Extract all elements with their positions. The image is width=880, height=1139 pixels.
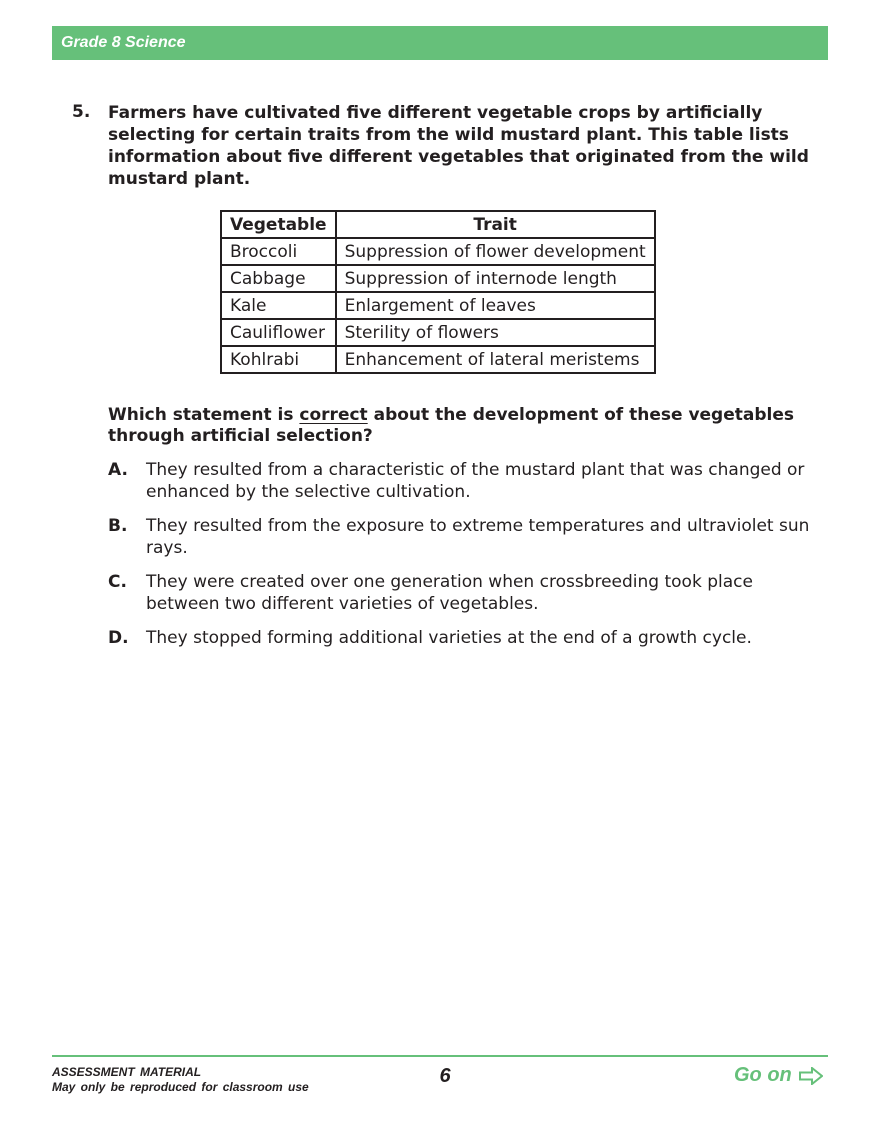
column-header-trait: Trait xyxy=(336,211,655,238)
choice-letter: A. xyxy=(108,460,128,480)
table-row xyxy=(221,319,655,346)
column-header-vegetable: Vegetable xyxy=(221,211,336,238)
table-cell-trait: Suppression of internode length xyxy=(336,265,655,292)
vegetable-trait-table xyxy=(220,210,656,374)
page-number: 6 xyxy=(439,1065,451,1087)
prompt-text-start: Which statement is xyxy=(108,405,300,425)
choice-text: They resulted from the exposure to extreme temperatures and ultraviolet sun rays. xyxy=(146,516,810,558)
table-cell-vegetable: Broccoli xyxy=(221,238,336,265)
go-on-button[interactable] xyxy=(734,1064,823,1087)
choice-a[interactable] xyxy=(108,459,828,503)
table-row xyxy=(221,265,655,292)
table-cell-vegetable: Cabbage xyxy=(221,265,336,292)
table-cell-vegetable: Cauliflower xyxy=(221,319,336,346)
table-cell-vegetable: Kohlrabi xyxy=(221,346,336,373)
right-arrow-icon xyxy=(799,1067,823,1085)
footer-notice xyxy=(52,1065,309,1095)
table-cell-vegetable: Kale xyxy=(221,292,336,319)
table-header-row xyxy=(221,211,655,238)
choice-letter: B. xyxy=(108,516,128,536)
footer-notice-line2: May only be reproduced for classroom use xyxy=(52,1080,309,1094)
table-row xyxy=(221,346,655,373)
table-row xyxy=(221,292,655,319)
table-cell-trait: Enlargement of leaves xyxy=(336,292,655,319)
choice-b[interactable] xyxy=(108,515,828,559)
table-cell-trait: Sterility of flowers xyxy=(336,319,655,346)
question-number: 5. xyxy=(72,102,91,122)
choice-letter: C. xyxy=(108,572,127,592)
footer-notice-line1: ASSESSMENT MATERIAL xyxy=(52,1065,202,1079)
question-stem: Farmers have cultivated five different vegetable crops by artificially selecting for certain traits from the wild mustard plant. This table lists information about five different vegetables that originated from the wild mustard plant. xyxy=(108,103,809,189)
choice-text: They stopped forming additional varieties at the end of a growth cycle. xyxy=(146,628,752,648)
footer-divider xyxy=(52,1055,828,1057)
table-row xyxy=(221,238,655,265)
header-title: Grade 8 Science xyxy=(61,34,186,51)
prompt-text-end: about the development of these vegetables through artificial selection? xyxy=(108,405,794,446)
choice-d[interactable] xyxy=(108,627,828,649)
choice-text: They were created over one generation when crossbreeding took place between two different varieties of vegetables. xyxy=(146,572,753,614)
table-cell-trait: Enhancement of lateral meristems xyxy=(336,346,655,373)
header-bar xyxy=(52,26,828,60)
choice-text: They resulted from a characteristic of the mustard plant that was changed or enhanced by the selective cultivation. xyxy=(146,460,805,502)
question-prompt xyxy=(108,405,828,447)
table-cell-trait: Suppression of flower development xyxy=(336,238,655,265)
choice-letter: D. xyxy=(108,628,129,648)
go-on-label: Go on xyxy=(734,1064,792,1086)
choice-c[interactable] xyxy=(108,571,828,615)
prompt-emphasis: correct xyxy=(299,405,368,425)
answer-choices xyxy=(108,459,828,661)
